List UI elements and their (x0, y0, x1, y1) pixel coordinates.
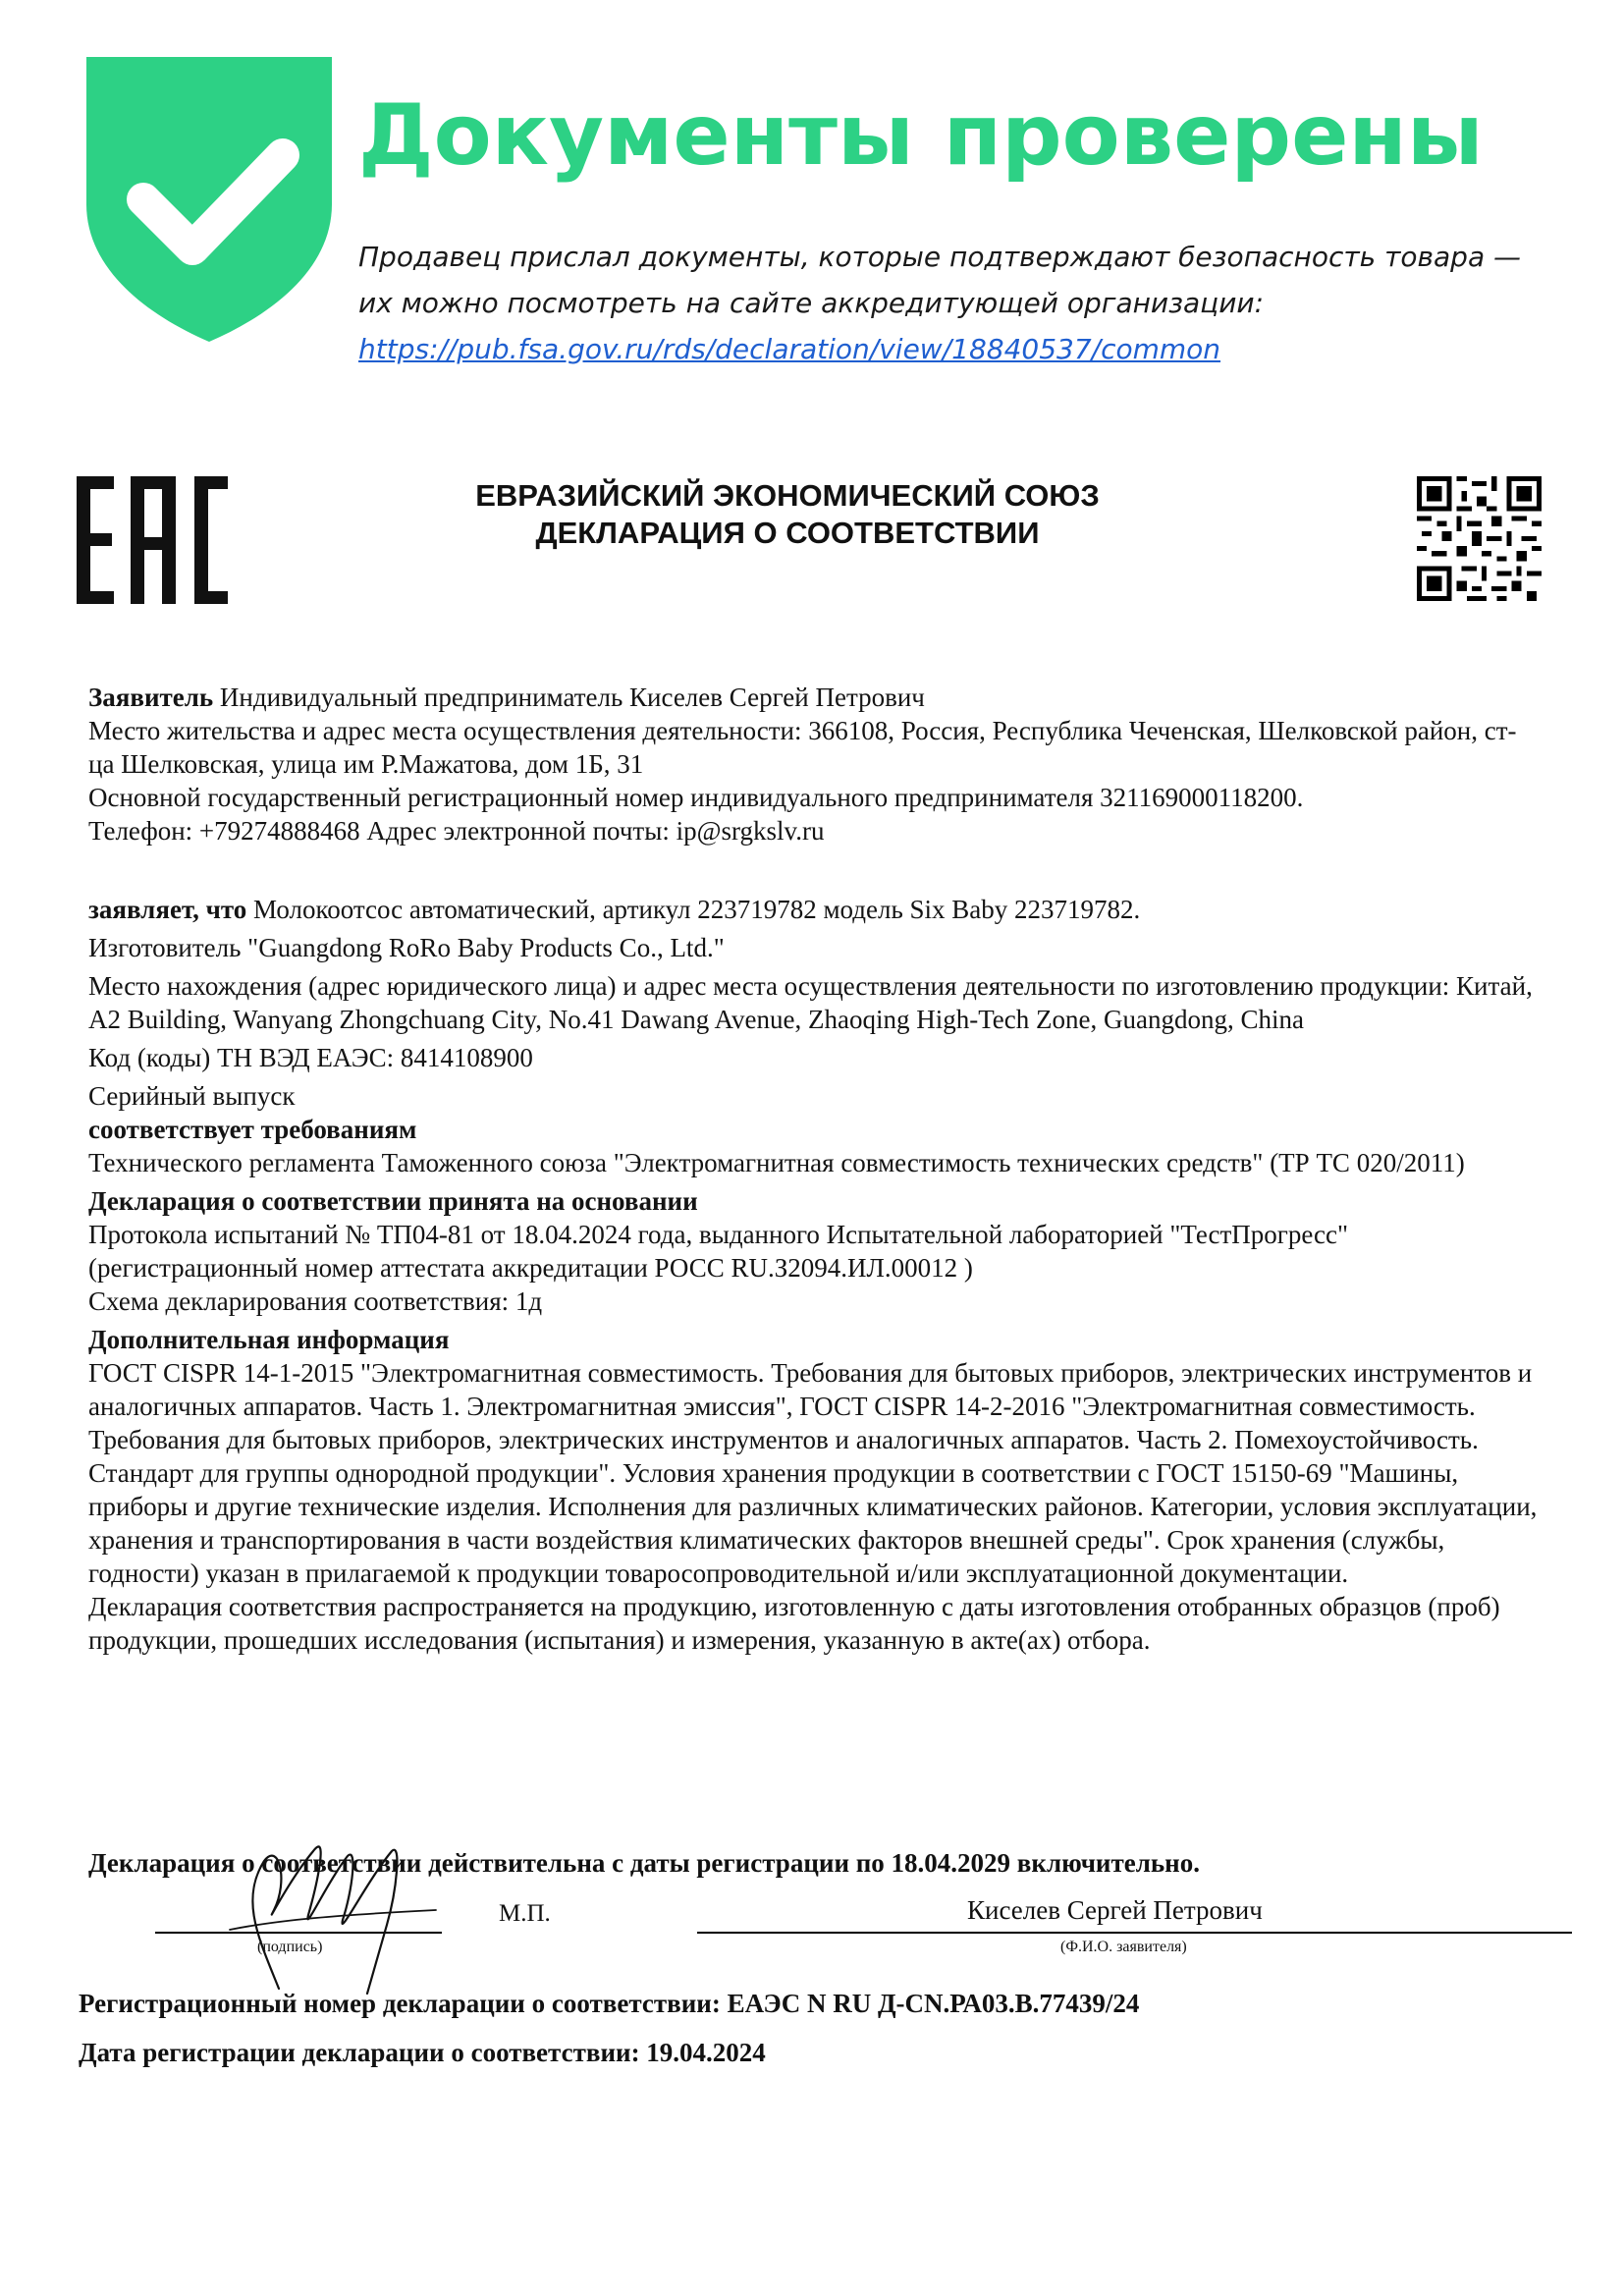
additional-info-text: ГОСТ CISPR 14-1-2015 "Электромагнитная совместимость. Требования для бытовых приборов, электрических инструментов и аналогичных аппаратов. Часть 1. Электромагнитная эмиссия", ГОСТ CISPR 14-2-2016 "Электромагнитная совместимость. Требования для бытовых приборов, электрических инструментов и аналогичных аппаратов. Часть 2. Помехоустойчивость. Стандарт для группы однородной продукции". Условия хранения продукции в соответствии с ГОСТ 15150-69 "Машины, приборы и другие технические изделия. Исполнения для различных климатических районов. Категории, условия эксплуатации, хранения и транспортирования в части воздействия климатических факторов внешней среды". Срок хранения (службы, годности) указан в прилагаемой к продукции товаросопроводительной и/или эксплуатационной документации. (88, 1358, 1538, 1588)
applicant-signer-name: Киселев Сергей Петрович (967, 1895, 1263, 1925)
declares-label: заявляет, что (88, 895, 247, 924)
registration-date: Дата регистрации декларации о соответствии: 19.04.2024 (79, 2038, 766, 2067)
banner-text: Продавец прислал документы, которые подтверждают безопасность товара — их можно посмотреть на сайте аккредитующей организации: (358, 241, 1522, 319)
declaration-body (88, 681, 1542, 1657)
production-type: Серийный выпуск (88, 1081, 296, 1111)
fsa-declaration-link[interactable]: https://pub.fsa.gov.ru/rds/declaration/view/18840537/common (358, 333, 1221, 365)
requirements-text: Технического регламента Таможенного союза "Электромагнитная совместимость технических средств" (ТР ТС 020/2011) (88, 1148, 1465, 1177)
applicant-line (88, 681, 1542, 714)
validity-statement: Декларация о соответствии действительна с даты регистрации по 18.04.2029 включительно. (88, 1848, 1200, 1878)
shield-check-icon (86, 57, 332, 342)
name-caption: (Ф.И.О. заявителя) (1060, 1939, 1187, 1955)
applicant-address: Место жительства и адрес места осуществления деятельности: 366108, Россия, Республика Чеченская, Шелковской район, ст-ца Шелковская, улица им Р.Мажатова, дом 1Б, 31 (88, 716, 1517, 779)
banner-title: Документы проверены (358, 86, 1484, 185)
basis-label: Декларация о соответствии принята на основании (88, 1186, 698, 1216)
applicant-contacts: Телефон: +79274888468 Адрес электронной почты: ip@srgkslv.ru (88, 816, 825, 846)
product-description: Молокоотсос автоматический, артикул 223719782 модель Six Baby 223719782. (246, 895, 1141, 924)
stamp-place-label: М.П. (499, 1900, 551, 1927)
declares-line (88, 893, 1542, 926)
manufacturer-address: Место нахождения (адрес юридического лица) и адрес места осуществления деятельности по изготовлению продукции: Китай, A2 Building, Wanyang Zhongchuang City, No.41 Dawang Avenue, Zhaoqing High-Tech Zone, Guangdong, China (88, 971, 1533, 1034)
hs-code: Код (коды) ТН ВЭД ЕАЭС: 8414108900 (88, 1043, 533, 1072)
union-title: ЕВРАЗИЙСКИЙ ЭКОНОМИЧЕСКИЙ СОЮЗ (475, 478, 1100, 513)
name-line (697, 1932, 1572, 1934)
document-header (0, 477, 1624, 552)
registration-number: Регистрационный номер декларации о соответствии: ЕАЭС N RU Д-CN.РА03.В.77439/24 (79, 1989, 1140, 2018)
applicant-name: Индивидуальный предприниматель Киселев Сергей Петрович (213, 683, 925, 712)
qr-code-icon (1417, 476, 1542, 601)
applicant-label: Заявитель (88, 683, 214, 712)
signature-caption: (подпись) (257, 1939, 323, 1955)
additional-info-scope: Декларация соответствия распространяется на продукцию, изготовленную с даты изготовления отобранных образцов (проб) продукции, прошедших исследования (испытания) и измерения, указанную в акте(ах) отбора. (88, 1592, 1500, 1655)
manufacturer: Изготовитель "Guangdong RoRo Baby Products Co., Ltd." (88, 933, 725, 962)
basis-text: Протокола испытаний № ТП04-81 от 18.04.2024 года, выданного Испытательной лабораторией "ТестПрогресс" (регистрационный номер аттестата аккредитации РОСС RU.З2094.ИЛ.00012 ) (88, 1220, 1349, 1283)
declaration-scheme: Схема декларирования соответствия: 1д (88, 1286, 543, 1316)
declaration-title: ДЕКЛАРАЦИЯ О СООТВЕТСТВИИ (535, 516, 1040, 550)
handwritten-signature (220, 1822, 446, 1998)
additional-info-label: Дополнительная информация (88, 1325, 450, 1354)
requirements-label: соответствует требованиям (88, 1115, 417, 1144)
banner-description (358, 234, 1537, 372)
applicant-ogrn: Основной государственный регистрационный номер индивидуального предпринимателя 321169000118200. (88, 783, 1304, 812)
